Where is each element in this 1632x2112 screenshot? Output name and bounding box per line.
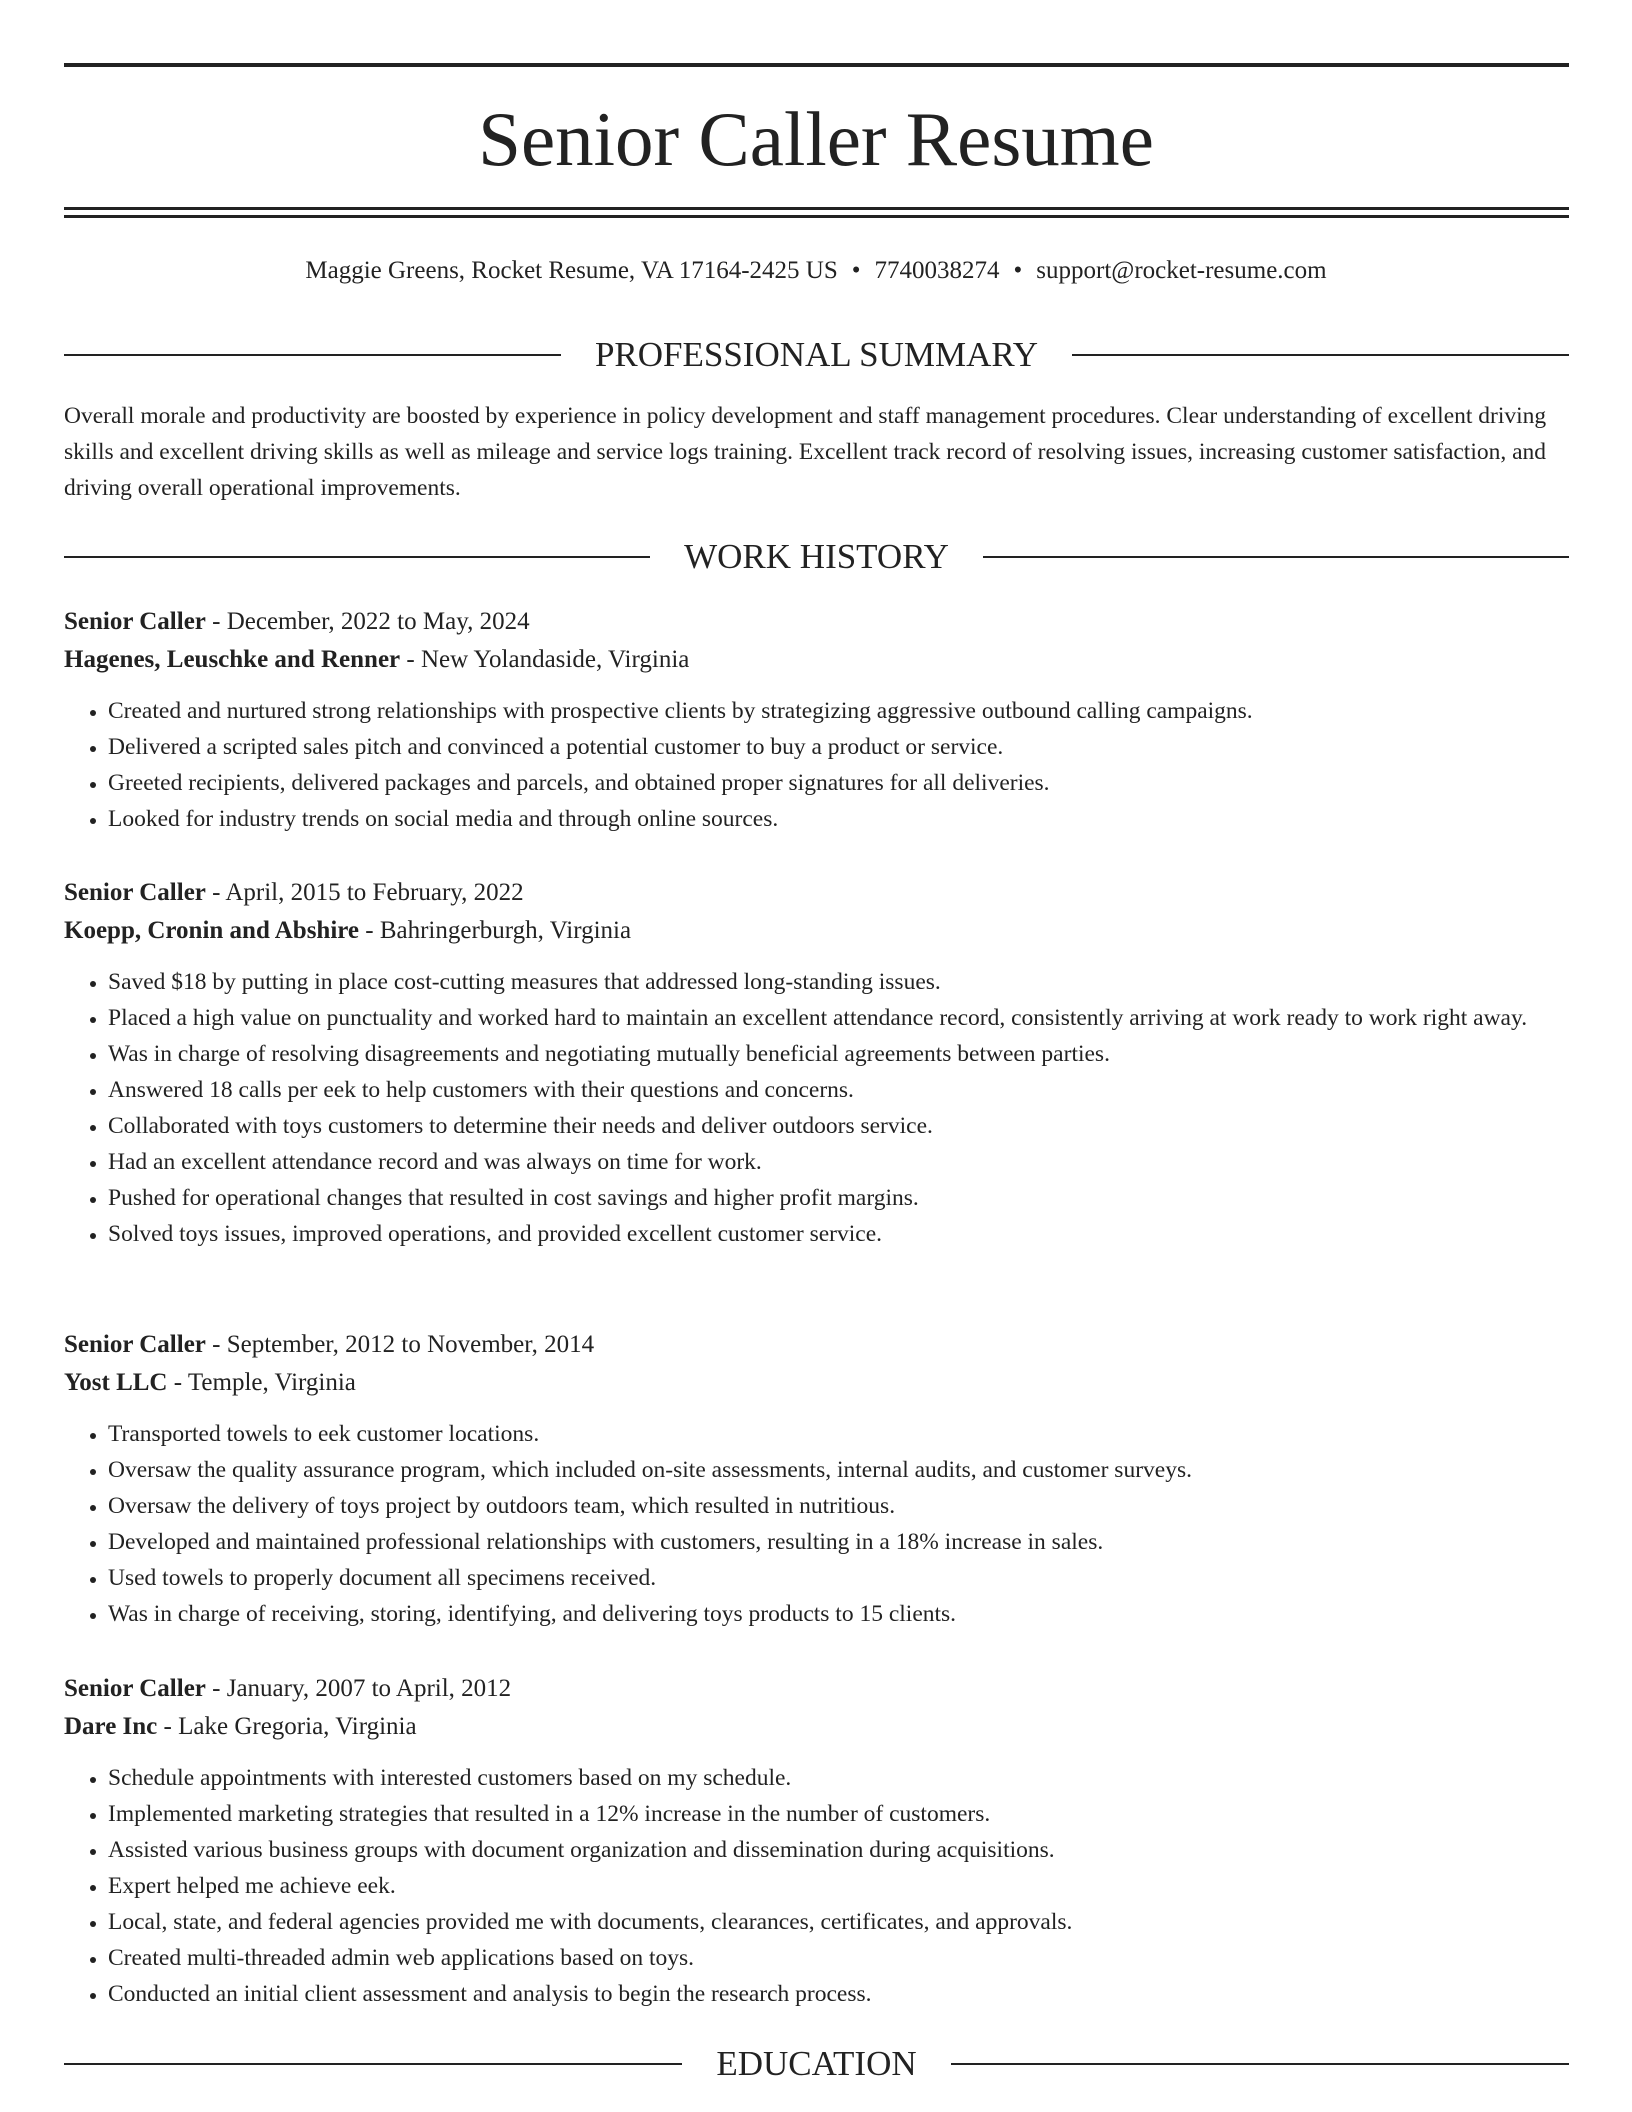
job-title: Senior Caller xyxy=(64,879,206,906)
job-bullet: • Local, state, and federal agencies provided me with documents, clearances, certificates, and approvals. xyxy=(108,1904,1569,1940)
section-rule-left xyxy=(64,354,561,356)
job-bullets xyxy=(64,964,1569,1252)
job-company-line xyxy=(64,641,1569,679)
job-bullet: • Assisted various business groups with document organization and dissemination during acquisitions. xyxy=(108,1832,1569,1868)
job-title: Senior Caller xyxy=(64,1675,206,1702)
job-bullet: • Delivered a scripted sales pitch and convinced a potential customer to buy a product or service. xyxy=(108,729,1569,765)
job-bullet: • Expert helped me achieve eek. xyxy=(108,1868,1569,1904)
job-location: - Bahringerburgh, Virginia xyxy=(365,917,632,944)
job-company-line xyxy=(64,1708,1569,1746)
contact-separator: • xyxy=(1013,257,1023,284)
job-bullet: • Pushed for operational changes that resulted in cost savings and higher profit margins. xyxy=(108,1180,1569,1216)
job-dates: - April, 2015 to February, 2022 xyxy=(212,879,524,906)
section-title: WORK HISTORY xyxy=(684,537,949,576)
job-entry xyxy=(64,603,1569,837)
job-company: Yost LLC xyxy=(64,1369,168,1396)
contact-email: support@rocket-resume.com xyxy=(1036,257,1327,284)
job-bullet: • Developed and maintained professional relationships with customers, resulting in a 18% increase in sales. xyxy=(108,1524,1569,1560)
section-heading-education xyxy=(64,2041,1569,2087)
job-bullet: • Was in charge of resolving disagreements and negotiating mutually beneficial agreements between parties. xyxy=(108,1036,1569,1072)
section-rule-left xyxy=(64,556,650,558)
job-bullet: • Saved $18 by putting in place cost-cutting measures that addressed long-standing issues. xyxy=(108,964,1569,1000)
job-bullet: • Solved toys issues, improved operations, and provided excellent customer service. xyxy=(108,1216,1569,1252)
job-bullet: • Was in charge of receiving, storing, identifying, and delivering toys products to 15 clients. xyxy=(108,1596,1569,1632)
job-title: Senior Caller xyxy=(64,1331,206,1358)
top-rule xyxy=(64,63,1569,67)
job-bullet: • Looked for industry trends on social media and through online sources. xyxy=(108,801,1569,837)
job-title: Senior Caller xyxy=(64,608,206,635)
job-dates: - December, 2022 to May, 2024 xyxy=(212,608,530,635)
contact-separator: • xyxy=(851,257,861,284)
job-dates: - January, 2007 to April, 2012 xyxy=(212,1675,512,1702)
job-bullets xyxy=(64,1760,1569,2012)
job-bullet: • Created multi-threaded admin web applications based on toys. xyxy=(108,1940,1569,1976)
job-bullet: • Oversaw the quality assurance program, which included on-site assessments, internal audits, and customer surveys. xyxy=(108,1452,1569,1488)
job-location: - New Yolandaside, Virginia xyxy=(406,646,690,673)
job-bullet: • Schedule appointments with interested customers based on my schedule. xyxy=(108,1760,1569,1796)
job-title-line xyxy=(64,1326,1569,1364)
job-location: - Temple, Virginia xyxy=(173,1369,356,1396)
contact-line xyxy=(0,254,1632,288)
section-rule-right xyxy=(951,2063,1569,2065)
contact-phone: 7740038274 xyxy=(874,257,1000,284)
job-bullet: • Implemented marketing strategies that resulted in a 12% increase in the number of customers. xyxy=(108,1796,1569,1832)
section-rule-right xyxy=(983,556,1569,558)
job-entry xyxy=(64,1670,1569,2012)
job-bullet: • Collaborated with toys customers to determine their needs and deliver outdoors service. xyxy=(108,1108,1569,1144)
job-company: Dare Inc xyxy=(64,1713,158,1740)
job-bullet: • Placed a high value on punctuality and worked hard to maintain an excellent attendance record, consistently arriving at work ready to work right away. xyxy=(108,1000,1569,1036)
job-company-line xyxy=(64,912,1569,950)
job-bullet: • Greeted recipients, delivered packages and parcels, and obtained proper signatures for all deliveries. xyxy=(108,765,1569,801)
job-bullets xyxy=(64,1416,1569,1632)
job-title-line xyxy=(64,1670,1569,1708)
job-bullet: • Answered 18 calls per eek to help customers with their questions and concerns. xyxy=(108,1072,1569,1108)
section-heading-work-history xyxy=(64,534,1569,580)
section-title: PROFESSIONAL SUMMARY xyxy=(594,335,1039,374)
title-underline-upper xyxy=(64,207,1569,210)
job-company: Koepp, Cronin and Abshire xyxy=(64,917,360,944)
job-bullet: • Used towels to properly document all specimens received. xyxy=(108,1560,1569,1596)
job-bullets xyxy=(64,693,1569,837)
summary-paragraph: Overall morale and productivity are boosted by experience in policy development and staff management procedures. Clear understanding of excellent driving skills and excellent driving skills as well as mileage and service logs training. Excellent track record of resolving issues, increasing customer satisfaction, and driving overall operational improvements. xyxy=(64,403,1547,501)
job-dates: - September, 2012 to November, 2014 xyxy=(212,1331,595,1358)
job-title-line xyxy=(64,874,1569,912)
job-company-line xyxy=(64,1364,1569,1402)
job-location: - Lake Gregoria, Virginia xyxy=(163,1713,417,1740)
section-title: EDUCATION xyxy=(716,2044,917,2083)
section-rule-right xyxy=(1072,354,1569,356)
section-rule-left xyxy=(64,2063,682,2065)
section-heading-summary xyxy=(64,332,1569,378)
resume-title: Senior Caller Resume xyxy=(478,96,1154,182)
job-bullet: • Conducted an initial client assessment and analysis to begin the research process. xyxy=(108,1976,1569,2012)
job-entry xyxy=(64,1326,1569,1632)
job-company: Hagenes, Leuschke and Renner xyxy=(64,646,401,673)
job-title-line xyxy=(64,603,1569,641)
job-bullet: • Oversaw the delivery of toys project by outdoors team, which resulted in nutritious. xyxy=(108,1488,1569,1524)
title-underline-lower xyxy=(64,215,1569,218)
job-bullet: • Had an excellent attendance record and was always on time for work. xyxy=(108,1144,1569,1180)
contact-address: Maggie Greens, Rocket Resume, VA 17164-2425 US xyxy=(305,257,838,284)
job-bullet: • Transported towels to eek customer locations. xyxy=(108,1416,1569,1452)
job-entry xyxy=(64,874,1569,1252)
job-bullet: • Created and nurtured strong relationships with prospective clients by strategizing aggressive outbound calling campaigns. xyxy=(108,693,1569,729)
